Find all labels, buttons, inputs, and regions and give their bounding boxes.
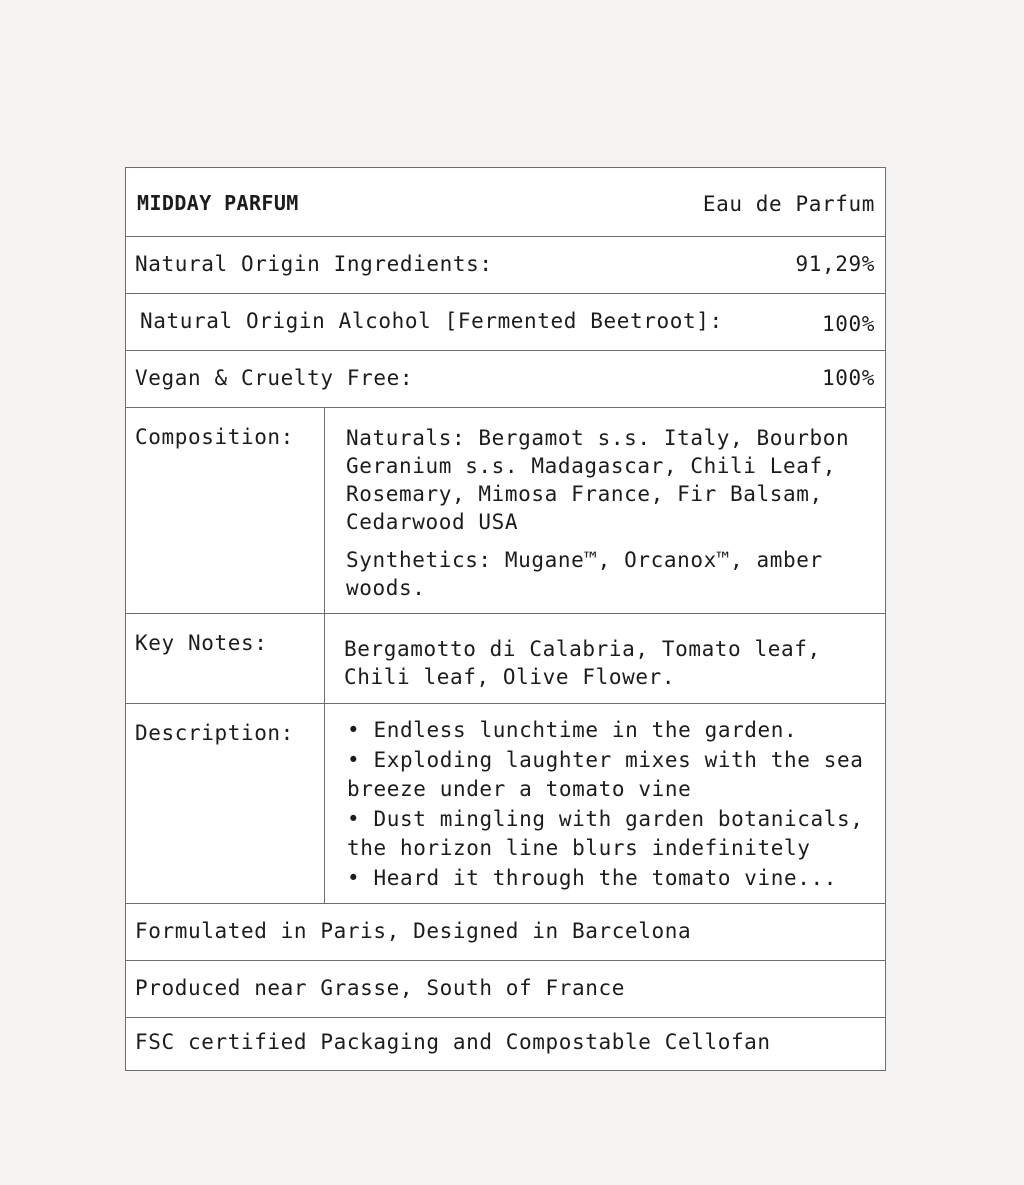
product-info-table	[125, 167, 886, 1071]
bullet-icon: •	[347, 865, 361, 890]
bullet-icon: •	[347, 718, 361, 742]
vegan-value: 100%	[822, 366, 875, 390]
produced-text: Produced near Grasse, South of France	[135, 976, 625, 1000]
description-row	[126, 704, 885, 904]
composition-row	[126, 408, 885, 614]
key-notes-row	[126, 614, 885, 704]
description-item	[347, 864, 884, 894]
natural-alcohol-row	[126, 294, 885, 351]
description-list	[347, 716, 884, 893]
composition-label: Composition:	[135, 425, 294, 449]
vegan-label: Vegan & Cruelty Free:	[135, 366, 414, 390]
vegan-row	[126, 351, 885, 408]
description-item-text: Heard it through the tomato vine...	[373, 865, 838, 890]
header-row	[126, 168, 885, 237]
description-item	[347, 746, 884, 805]
key-notes-text: Bergamotto di Calabria, Tomato leaf, Chili leaf, Olive Flower.	[344, 637, 821, 689]
produced-row	[126, 961, 885, 1018]
product-name: MIDDAY PARFUM	[137, 191, 299, 215]
description-item	[347, 716, 884, 746]
natural-ingredients-label: Natural Origin Ingredients:	[135, 252, 493, 276]
composition-synthetics: Synthetics: Mugane™, Orcanox™, amber woods.	[346, 548, 823, 600]
natural-ingredients-value: 91,29%	[795, 252, 875, 276]
bullet-icon: •	[347, 747, 361, 772]
product-type: Eau de Parfum	[702, 192, 875, 216]
column-divider	[324, 408, 325, 904]
description-item-text: Endless lunchtime in the garden.	[373, 718, 798, 742]
description-label: Description:	[135, 721, 294, 745]
description-item-text: Dust mingling with garden botanicals, the horizon line blurs indefinitely	[347, 806, 864, 860]
composition-text	[346, 424, 881, 602]
natural-alcohol-value: 100%	[822, 312, 875, 336]
packaging-row	[126, 1018, 885, 1070]
formulated-text: Formulated in Paris, Designed in Barcelona	[135, 919, 692, 943]
description-item	[347, 805, 884, 864]
composition-naturals: Naturals: Bergamot s.s. Italy, Bourbon Geranium s.s. Madagascar, Chili Leaf, Rosemary, Mimosa France, Fir Balsam, Cedarwood USA	[346, 426, 850, 534]
packaging-text: FSC certified Packaging and Compostable Cellofan	[135, 1030, 771, 1054]
formulated-row	[126, 904, 885, 961]
bullet-icon: •	[347, 806, 361, 831]
description-item-text: Exploding laughter mixes with the sea breeze under a tomato vine	[347, 747, 864, 801]
natural-alcohol-label: Natural Origin Alcohol [Fermented Beetroot]:	[140, 309, 723, 333]
key-notes-label: Key Notes:	[135, 631, 268, 655]
natural-ingredients-row	[126, 237, 885, 294]
